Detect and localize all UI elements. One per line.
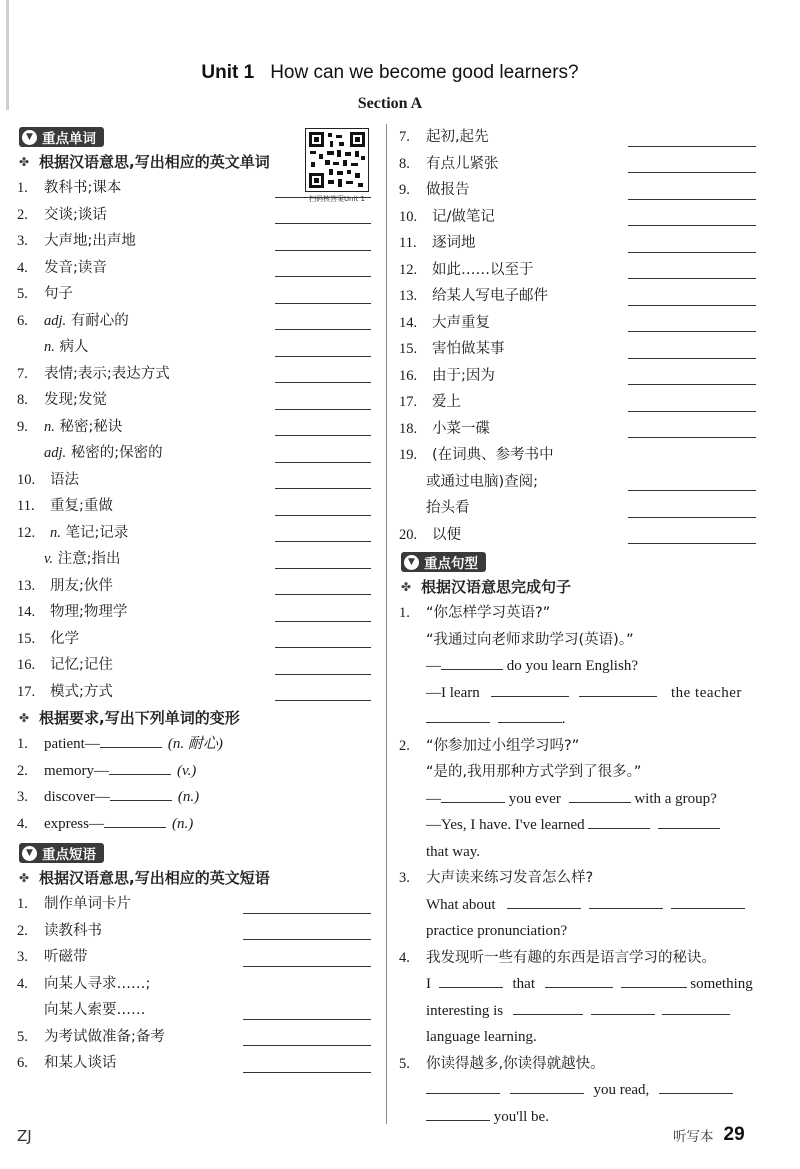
list-item: [399, 389, 756, 416]
item-number: 5.: [17, 286, 28, 302]
form-text: [44, 758, 371, 785]
item-text: [44, 891, 243, 918]
base-word: express—: [44, 815, 104, 832]
item-text: [44, 281, 275, 308]
chevron-down-icon: ▼: [22, 130, 37, 145]
list-item: [17, 573, 371, 600]
list-item: [399, 257, 756, 284]
right-column: 7. 起初,起先 8. 有点儿紧张 9. 做报告 10. 记/做笔记 11. 逐词地 12. 如此……以至于 13. 给某人写电子邮件 14. 大声重复 15. 害怕做某事 16. 由于;因为 17. 爱上 18. 小菜一碟 19. (在词典、参考书中 或通过电脑)查阅; 抬头看 20. 以便 ▼ 重点句型 ✤ 根据汉语意思完成句子 1. “你怎样学习英语?” “我通过向老师求助学习(英语)。” — do you learn English? —I learn the teacher . 2. “你参加过小组学习吗?” “是的,我用那种方式学到了很多。” — you ever with a group? —Yes, I have. I've learned that way. 3. 大声读来练习发音怎么样? What about practice pronunciation? 4. 我发现听一些有趣的东西是语言学习的秘诀。 I that something interesting is language learning. 5. 你读得越多,你读得就越快。 you read, you'll be.: [399, 124, 756, 1130]
item-label: 爱上: [432, 394, 461, 410]
footer-label: 听写本: [673, 1129, 714, 1145]
sentence-3: 3. 大声读来练习发音怎么样?: [399, 870, 594, 886]
item-text: [50, 599, 275, 626]
item-label: 做报告: [426, 182, 470, 198]
item-label: 或通过电脑)查阅;: [426, 473, 539, 490]
list-item: [399, 283, 756, 310]
item-text: [44, 228, 275, 255]
item-text: [44, 255, 275, 282]
section-title: Section A: [357, 95, 423, 112]
blank-input[interactable]: [426, 1078, 500, 1094]
item-number: 17.: [17, 683, 36, 700]
list-item: [17, 308, 371, 335]
badge-key-words: ▼ 重点单词: [19, 127, 104, 147]
item-text: [432, 363, 628, 390]
item-label: 读教科书: [44, 922, 102, 939]
chevron-down-icon: ▼: [404, 555, 419, 570]
qr-caption: 扫码核答案Unit 1: [309, 195, 365, 203]
answer-blank[interactable]: [628, 420, 756, 438]
item-text: [50, 520, 275, 547]
section-heading-words: ✤ 根据汉语意思,写出相应的英文单词: [17, 149, 302, 175]
item-text: [44, 546, 275, 573]
answer-blank[interactable]: [243, 949, 371, 967]
item-number: 14.: [399, 314, 418, 331]
answer-blank[interactable]: [628, 526, 756, 544]
phrases-list: [17, 891, 371, 1077]
answer-blank[interactable]: [275, 498, 371, 516]
item-number: 16.: [17, 657, 36, 673]
answer-blank[interactable]: [275, 577, 371, 595]
item-label: 表情;表示;表达方式: [44, 365, 170, 382]
item-text: [44, 334, 275, 361]
list-item: [17, 440, 371, 467]
answer-blank[interactable]: [109, 759, 171, 775]
page-number: 29: [723, 1124, 745, 1145]
part-of-speech: v.: [44, 551, 53, 567]
item-label: 抬头看: [426, 500, 470, 516]
list-item: [17, 387, 371, 414]
answer-blank[interactable]: [275, 630, 371, 648]
item-label: 给某人写电子邮件: [432, 288, 548, 304]
item-number: 12.: [17, 524, 36, 541]
item-text: [50, 652, 275, 679]
blank-input[interactable]: [513, 999, 583, 1015]
item-text: [44, 202, 275, 229]
list-item: [399, 310, 756, 337]
item-text: [44, 361, 275, 388]
item-text: [50, 626, 275, 653]
item-number: 4.: [17, 259, 28, 276]
item-label: (在词典、参考书中: [432, 447, 554, 463]
item-number: 18.: [399, 420, 418, 437]
answer-blank[interactable]: [628, 235, 756, 253]
answer-blank[interactable]: [104, 812, 166, 828]
list-item: [399, 469, 756, 496]
blank-input[interactable]: [441, 787, 505, 803]
answer-blank[interactable]: [275, 312, 371, 330]
form-text: [44, 784, 371, 811]
list-item: [399, 495, 756, 522]
item-label: 化学: [50, 630, 79, 647]
form-item: [17, 731, 371, 758]
item-text: [432, 204, 628, 231]
item-label: 大声重复: [432, 314, 490, 331]
answer-blank[interactable]: [275, 259, 371, 277]
list-item: [17, 891, 371, 918]
answer-blank[interactable]: [628, 288, 756, 306]
form-item: [17, 784, 371, 811]
item-text: [426, 151, 628, 178]
item-text: [44, 1050, 243, 1077]
item-text: [432, 310, 628, 337]
form-item: [17, 758, 371, 785]
blank-input[interactable]: [491, 681, 569, 697]
item-number: 11.: [399, 235, 417, 251]
part-of-speech: adj.: [44, 445, 67, 461]
blank-input[interactable]: [426, 707, 490, 723]
item-number: 10.: [17, 471, 36, 488]
item-label: 注意;指出: [57, 551, 121, 567]
item-text: [44, 387, 275, 414]
item-text: [426, 495, 628, 522]
base-word: discover—: [44, 789, 110, 805]
item-text: [432, 336, 628, 363]
item-number: 1.: [17, 736, 28, 752]
item-number: 7.: [17, 365, 28, 382]
item-text: [432, 257, 628, 284]
item-label: 由于;因为: [432, 367, 495, 384]
answer-blank[interactable]: [275, 524, 371, 542]
part-of-speech: n.: [44, 339, 55, 355]
answer-blank[interactable]: [275, 604, 371, 622]
item-label: 向某人索要……: [44, 1002, 146, 1018]
item-label: 教科书;课本: [44, 180, 122, 196]
phrases-right-list: [399, 124, 756, 548]
item-number: 1.: [17, 896, 28, 912]
sentence-2: 2. “你参加过小组学习吗?”: [399, 737, 580, 754]
answer-blank[interactable]: [243, 1055, 371, 1073]
item-number: 2.: [17, 206, 28, 223]
part-of-speech: n.: [50, 524, 61, 541]
page-title: [0, 62, 780, 84]
answer-blank[interactable]: [275, 418, 371, 436]
forms-list: [17, 731, 371, 837]
list-item: [399, 230, 756, 257]
answer-blank[interactable]: [275, 339, 371, 357]
item-text: [44, 918, 243, 945]
list-item: [17, 520, 371, 547]
left-column: [17, 124, 371, 1077]
answer-blank[interactable]: [243, 922, 371, 940]
answer-blank[interactable]: [243, 1002, 371, 1020]
item-text: [44, 175, 275, 202]
flower-bullet-icon: ✤: [19, 155, 30, 169]
item-label: 制作单词卡片: [44, 896, 131, 912]
flower-bullet-icon: ✤: [19, 871, 30, 885]
badge-key-phrases: ▼ 重点短语: [19, 843, 104, 863]
item-text: [50, 493, 275, 520]
answer-blank[interactable]: [275, 286, 371, 304]
answer-blank[interactable]: [275, 392, 371, 410]
item-number: 8.: [17, 392, 28, 408]
item-number: 3.: [17, 789, 28, 805]
item-number: 10.: [399, 208, 418, 225]
item-label: 病人: [59, 339, 89, 355]
item-label: 有耐心的: [70, 312, 129, 329]
item-label: 起初,起先: [426, 129, 489, 145]
list-item: [17, 546, 371, 573]
blank-input[interactable]: [510, 1078, 584, 1094]
item-number: 1.: [17, 180, 28, 196]
blank-input[interactable]: [589, 893, 663, 909]
section-heading-sentences: ✤ 根据汉语意思完成句子: [399, 574, 756, 600]
item-number: 13.: [17, 577, 36, 594]
form-hint: (v.): [177, 762, 197, 779]
item-text: [44, 1024, 243, 1051]
answer-blank[interactable]: [243, 1028, 371, 1046]
item-text: [432, 522, 628, 549]
unit-title: How can we become good learners?: [270, 62, 579, 83]
item-label: 发现;发觉: [44, 392, 107, 408]
list-item: [17, 679, 371, 706]
item-number: 3.: [17, 233, 28, 249]
answer-blank[interactable]: [275, 233, 371, 251]
part-of-speech: adj.: [44, 312, 67, 329]
answer-blank[interactable]: [275, 657, 371, 675]
list-item: [17, 652, 371, 679]
item-label: 交谈;谈话: [44, 206, 107, 223]
item-number: 11.: [17, 498, 35, 514]
item-label: 秘密的;保密的: [70, 445, 163, 461]
list-item: [399, 416, 756, 443]
item-number: 17.: [399, 394, 418, 410]
item-label: 朋友;伙伴: [50, 577, 113, 594]
chevron-down-icon: ▼: [22, 846, 37, 861]
item-label: 记/做笔记: [432, 208, 495, 225]
flower-bullet-icon: ✤: [19, 711, 30, 725]
blank-input[interactable]: [621, 972, 687, 988]
list-item: [399, 363, 756, 390]
words-list: [17, 175, 371, 705]
list-item: [17, 361, 371, 388]
column-divider: [386, 124, 387, 1124]
answer-blank[interactable]: [628, 473, 756, 491]
list-item: [17, 175, 371, 202]
sentence-1: 1. “你怎样学习英语?”: [399, 605, 551, 621]
item-label: 发音;读音: [44, 259, 107, 276]
list-item: [17, 202, 371, 229]
list-item: [17, 944, 371, 971]
answer-blank[interactable]: [628, 182, 756, 200]
blank-input[interactable]: [588, 813, 650, 829]
list-item: [17, 971, 371, 998]
answer-blank[interactable]: [243, 896, 371, 914]
item-label: 逐词地: [432, 235, 476, 251]
list-item: [17, 467, 371, 494]
answer-blank[interactable]: [275, 365, 371, 383]
item-number: 14.: [17, 604, 36, 620]
item-number: 20.: [399, 526, 418, 543]
item-number: 2.: [17, 762, 28, 779]
form-item: [17, 811, 371, 838]
list-item: [17, 918, 371, 945]
blank-input[interactable]: [671, 893, 745, 909]
list-item: [17, 493, 371, 520]
item-label: 和某人谈话: [44, 1055, 117, 1071]
page-edge-bar: [6, 0, 9, 110]
item-text: [426, 124, 628, 151]
item-number: 6.: [17, 312, 28, 329]
list-item: [399, 442, 756, 469]
item-text: [44, 944, 243, 971]
item-text: [432, 416, 628, 443]
list-item: [399, 336, 756, 363]
form-text: [44, 811, 371, 838]
item-label: 大声地;出声地: [44, 233, 136, 249]
answer-blank[interactable]: [628, 208, 756, 226]
item-text: [50, 679, 275, 706]
item-text: [432, 442, 756, 469]
list-item: [399, 204, 756, 231]
list-item: [399, 124, 756, 151]
item-label: 句子: [44, 286, 73, 302]
answer-blank[interactable]: [110, 785, 172, 801]
item-text: [432, 283, 628, 310]
answer-blank[interactable]: [628, 367, 756, 385]
blank-input[interactable]: [659, 1078, 733, 1094]
blank-input[interactable]: [426, 1105, 490, 1121]
item-text: [426, 469, 628, 496]
form-hint: (n.): [177, 789, 200, 805]
list-item: [17, 281, 371, 308]
section-heading-forms: ✤ 根据要求,写出下列单词的变形: [17, 705, 371, 731]
item-text: [426, 177, 628, 204]
answer-blank[interactable]: [100, 732, 162, 748]
sentence-4: 4. 我发现听一些有趣的东西是语言学习的秘诀。: [399, 949, 716, 966]
answer-blank[interactable]: [628, 394, 756, 412]
base-word: patient—: [44, 736, 100, 752]
unit-label: Unit 1: [201, 62, 255, 83]
item-label: 向某人寻求……;: [44, 975, 151, 992]
section-heading-phrases: ✤ 根据汉语意思,写出相应的英文短语: [17, 865, 371, 891]
item-label: 有点儿紧张: [426, 155, 499, 172]
blank-input[interactable]: [507, 893, 581, 909]
footer-code: ZJ: [17, 1127, 32, 1145]
form-hint: (n. 耐心): [167, 736, 223, 752]
item-label: 模式;方式: [50, 683, 113, 700]
item-text: [50, 467, 275, 494]
item-label: 如此……以至于: [432, 261, 534, 278]
item-number: 3.: [17, 949, 28, 965]
list-item: [17, 1050, 371, 1077]
item-label: 重复;重做: [50, 498, 113, 514]
item-text: [50, 573, 275, 600]
blank-input[interactable]: [498, 707, 562, 723]
answer-blank[interactable]: [628, 155, 756, 173]
blank-input[interactable]: [439, 972, 503, 988]
list-item: [17, 1024, 371, 1051]
list-item: [17, 334, 371, 361]
item-text: [432, 389, 628, 416]
answer-blank[interactable]: [275, 551, 371, 569]
form-hint: (n.): [172, 815, 194, 832]
item-label: 记忆;记住: [50, 657, 113, 673]
list-item: [17, 997, 371, 1024]
item-text: [44, 308, 275, 335]
flower-bullet-icon: ✤: [401, 580, 412, 594]
answer-blank[interactable]: [275, 683, 371, 701]
item-number: 16.: [399, 367, 418, 384]
item-label: 以便: [432, 526, 461, 543]
item-number: 6.: [17, 1055, 28, 1071]
item-label: 语法: [50, 471, 79, 488]
item-label: 听磁带: [44, 949, 88, 965]
item-text: [44, 440, 275, 467]
item-number: 12.: [399, 261, 418, 278]
blank-input[interactable]: [591, 999, 655, 1015]
blank-input[interactable]: [569, 787, 631, 803]
answer-blank[interactable]: [275, 206, 371, 224]
form-text: [44, 731, 371, 758]
list-item: [399, 151, 756, 178]
item-number: 4.: [17, 975, 28, 992]
list-item: [399, 522, 756, 549]
answer-blank[interactable]: [628, 341, 756, 359]
answer-blank[interactable]: [628, 314, 756, 332]
item-number: 7.: [399, 129, 410, 145]
part-of-speech: n.: [44, 418, 55, 435]
item-number: 15.: [17, 630, 36, 647]
item-number: 8.: [399, 155, 410, 172]
blank-input[interactable]: [441, 654, 503, 670]
list-item: [17, 599, 371, 626]
item-text: [44, 414, 275, 441]
answer-blank[interactable]: [628, 261, 756, 279]
footer-page: [673, 1124, 745, 1146]
blank-input[interactable]: [658, 813, 720, 829]
answer-blank[interactable]: [275, 471, 371, 489]
item-number: 4.: [17, 815, 28, 832]
item-text: [44, 997, 243, 1024]
blank-input[interactable]: [579, 681, 657, 697]
base-word: memory—: [44, 762, 109, 779]
item-text: [44, 971, 371, 998]
sentence-5: 5. 你读得越多,你读得就越快。: [399, 1055, 605, 1072]
list-item: [17, 255, 371, 282]
item-number: 2.: [17, 922, 28, 939]
list-item: [17, 228, 371, 255]
item-number: 15.: [399, 341, 418, 357]
item-number: 9.: [399, 182, 410, 198]
item-number: 5.: [17, 1028, 28, 1045]
list-item: [399, 177, 756, 204]
badge-key-sentences: ▼ 重点句型: [401, 552, 486, 572]
item-label: 笔记;记录: [65, 524, 129, 541]
item-number: 19.: [399, 447, 418, 463]
item-number: 13.: [399, 288, 418, 304]
answer-blank[interactable]: [628, 129, 756, 147]
answer-blank[interactable]: [275, 180, 371, 198]
item-label: 小菜一碟: [432, 420, 490, 437]
item-label: 秘密;秘诀: [59, 418, 123, 435]
item-label: 物理;物理学: [50, 604, 128, 620]
blank-input[interactable]: [662, 999, 730, 1015]
answer-blank[interactable]: [275, 445, 371, 463]
list-item: [17, 414, 371, 441]
item-text: [432, 230, 628, 257]
item-label: 害怕做某事: [432, 341, 505, 357]
item-label: 为考试做准备;备考: [44, 1028, 165, 1045]
answer-blank[interactable]: [628, 500, 756, 518]
list-item: [17, 626, 371, 653]
item-number: 9.: [17, 418, 28, 435]
blank-input[interactable]: [545, 972, 613, 988]
